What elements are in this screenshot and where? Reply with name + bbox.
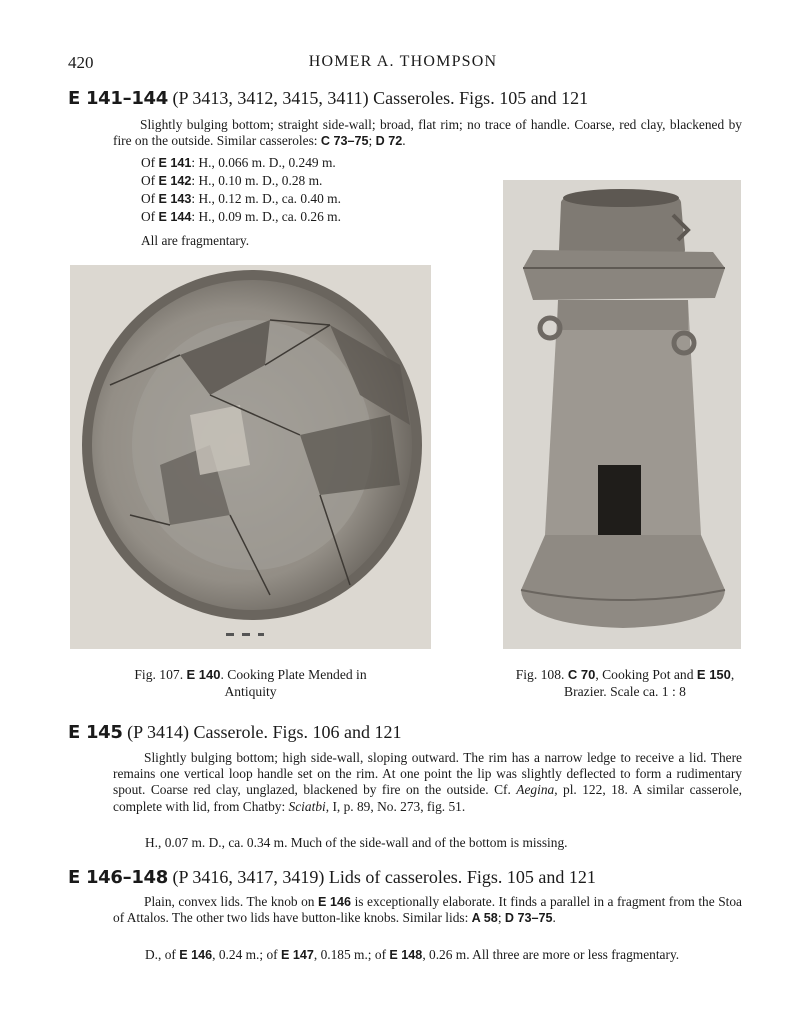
entry-description-e145: Slightly bulging bottom; high side-wall, sloping outward. The rim has a narrow ledge to receive a lid. There remains one vertical loop handle set on the rim. At one point the lip was slightly deflected to form a rudimentary spout. Coarse red clay, unglazed, blackened by fire on the outside. Cf. Aegina, pl. 122, 18. A similar casserole, complete with lid, from Chatby: Sciatbi, I, p. 89, No. 273, fig. 51. [113, 750, 743, 814]
cooking-plate-image [70, 265, 431, 649]
measurement-row: Of E 141: H., 0.066 m. D., 0.249 m. [141, 155, 336, 170]
running-head: HOMER A. THOMPSON [308, 53, 498, 70]
entry-figs: Figs. 105 and 121 [459, 88, 589, 108]
figure-107-photo [70, 265, 431, 649]
figure-108-caption: Fig. 108. C 70, Cooking Pot and E 150, Brazier. Scale ca. 1 : 8 [515, 667, 735, 699]
entry-id: E 145 [68, 722, 123, 743]
entry-measurements-e145: H., 0.07 m. D., ca. 0.34 m. Much of the side-wall and of the bottom is missing. [145, 835, 568, 850]
cross-ref: D 72 [375, 134, 403, 149]
cross-ref: E 140 [186, 667, 221, 682]
cross-ref: A 58 [471, 911, 498, 926]
figure-108-photo [503, 180, 741, 649]
cross-ref: E 146 [318, 895, 352, 909]
measurement-row: Of E 143: H., 0.12 m. D., ca. 0.40 m. [141, 191, 341, 206]
entry-heading-e146 [68, 867, 748, 888]
entry-figs: Figs. 105 and 121 [466, 867, 596, 887]
cross-ref: C 73–75 [320, 134, 369, 149]
figure-107-caption: Fig. 107. E 140. Cooking Plate Mended in Antiquity [134, 667, 367, 699]
entry-heading-e141 [68, 88, 748, 109]
entry-refs: (P 3416, 3417, 3419) Lids of casseroles. [172, 867, 463, 887]
entry-id: E 146–148 [68, 867, 169, 888]
entry-description-e146: Plain, convex lids. The knob on E 146 is exceptionally elaborate. It finds a parallel in a fragment from the Stoa of Attalos. The other two lids have button-like knobs. Similar lids: A 58; D 73–75. [113, 894, 742, 926]
cross-ref: C 70 [567, 667, 596, 682]
brazier-image [503, 180, 741, 649]
entry-figs: Figs. 106 and 121 [272, 722, 402, 742]
page-number: 420 [68, 53, 94, 72]
entry-description-e141: Slightly bulging bottom; straight side-wall; broad, flat rim; no trace of handle. Coarse, red clay, blackened by fire on the outside. Similar casseroles: C 73–75; D 72. [113, 117, 742, 149]
measurement-row: Of E 142: H., 0.10 m. D., 0.28 m. [141, 173, 323, 188]
entry-refs: (P 3413, 3412, 3415, 3411) Casseroles. [172, 88, 455, 108]
entry-refs: (P 3414) Casserole. [127, 722, 268, 742]
entry-id: E 141–144 [68, 88, 169, 109]
entry-heading-e145 [68, 722, 748, 743]
measurement-row: Of E 144: H., 0.09 m. D., ca. 0.26 m. [141, 209, 341, 224]
measurement-note: All are fragmentary. [141, 233, 250, 248]
cross-ref: E 150 [696, 667, 731, 682]
entry-measurements-e146: D., of E 146, 0.24 m.; of E 147, 0.185 m.; of E 148, 0.26 m. All three are more or less fragmentary. [145, 947, 680, 962]
cross-ref: D 73–75 [504, 911, 553, 926]
measurement-list [141, 154, 481, 249]
